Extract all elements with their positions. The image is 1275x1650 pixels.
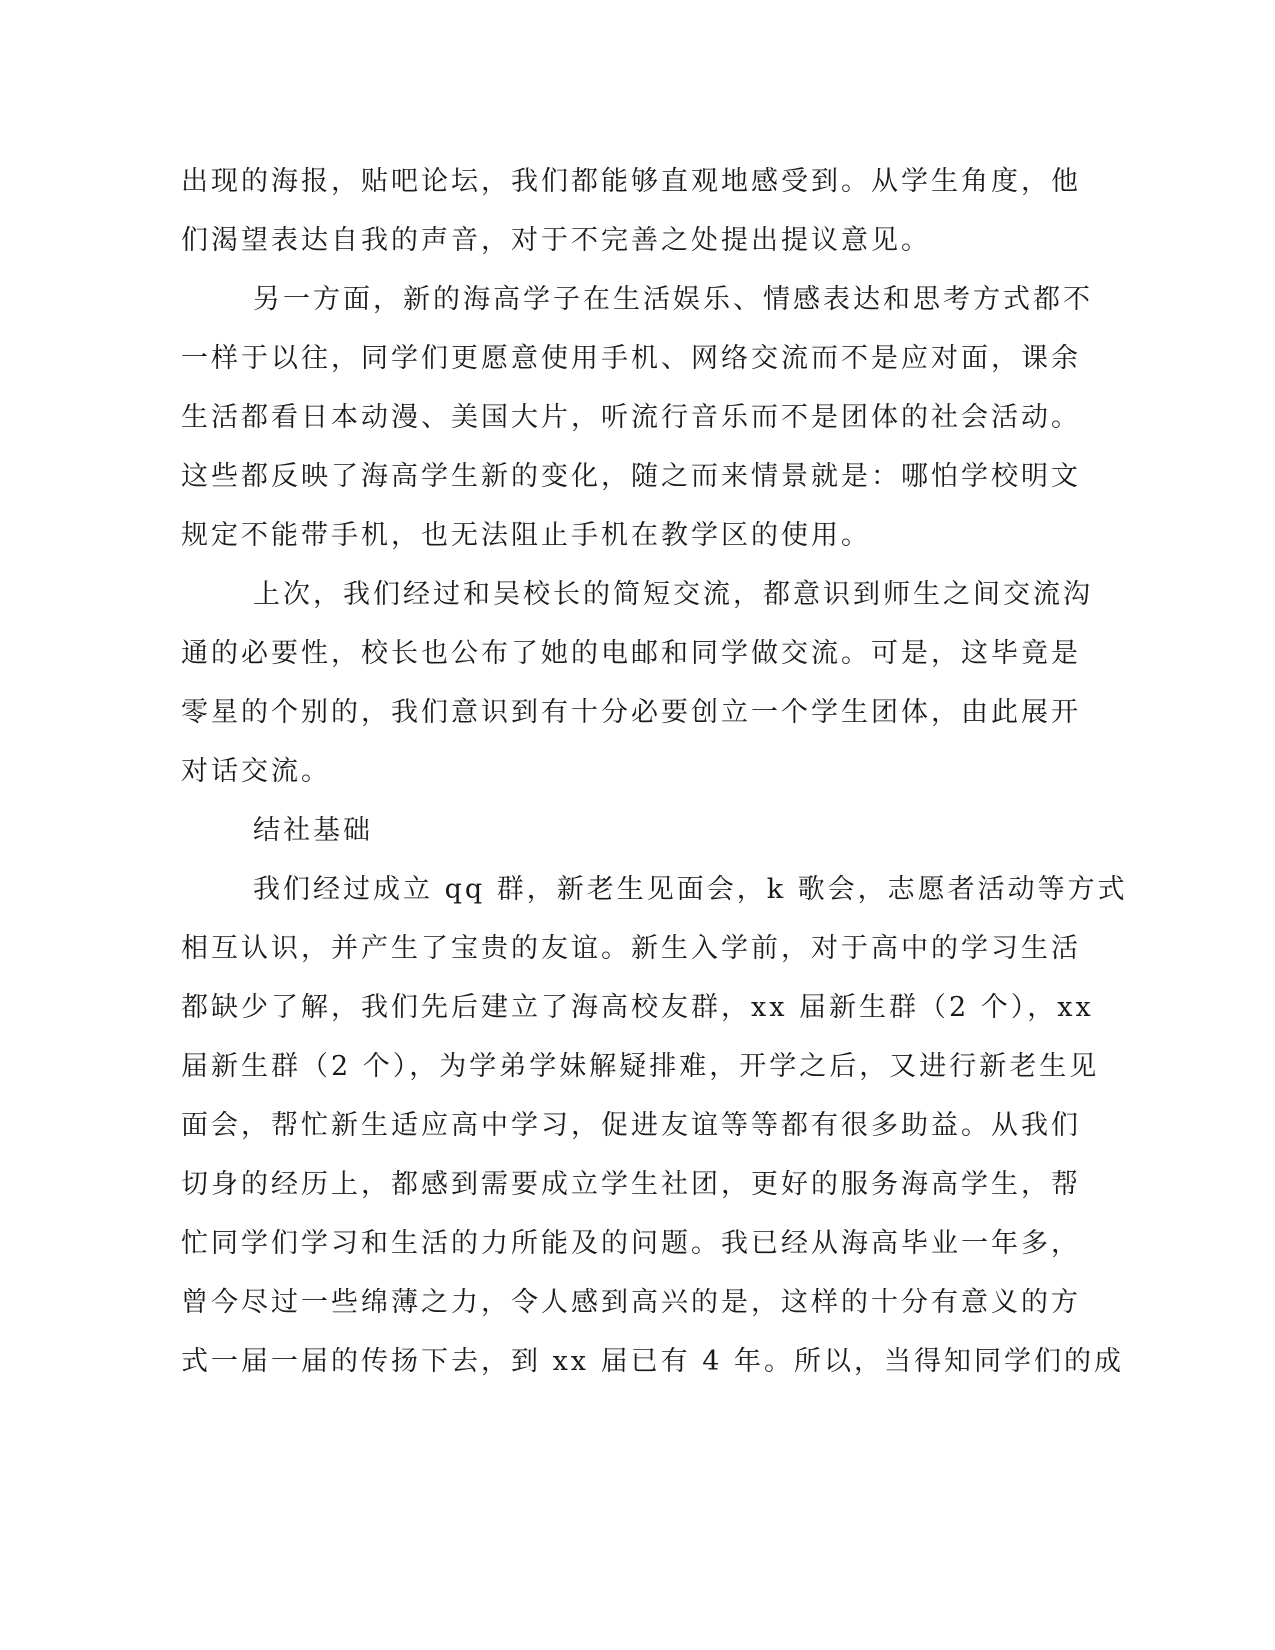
document-body: [181, 160, 1128, 1399]
text-line: 一样于以往，同学们更愿意使用手机、网络交流而不是应对面，课余: [181, 343, 1081, 374]
text-line: 对话交流。: [181, 756, 331, 787]
text-line: 生活都看日本动漫、美国大片，听流行音乐而不是团体的社会活动。: [181, 402, 1081, 433]
text-line: 面会，帮忙新生适应高中学习，促进友谊等等都有很多助益。从我们: [181, 1110, 1081, 1141]
paragraph-start-line: 另一方面，新的海高学子在生活娱乐、情感表达和思考方式都不: [253, 284, 1093, 315]
paragraph-start-line: 我们经过成立 qq 群，新老生见面会，k 歌会，志愿者活动等方式: [253, 874, 1128, 905]
text-line: 们渴望表达自我的声音，对于不完善之处提出提议意见。: [181, 225, 931, 256]
text-line: 相互认识，并产生了宝贵的友谊。新生入学前，对于高中的学习生活: [181, 933, 1081, 964]
text-line: 这些都反映了海高学生新的变化，随之而来情景就是：哪怕学校明文: [181, 461, 1081, 492]
text-line: 式一届一届的传扬下去，到 xx 届已有 4 年。所以，当得知同学们的成: [181, 1346, 1124, 1377]
text-line: 曾今尽过一些绵薄之力，令人感到高兴的是，这样的十分有意义的方: [181, 1287, 1081, 1318]
text-line: 届新生群（2 个），为学弟学妹解疑排难，开学之后，又进行新老生见: [181, 1051, 1100, 1082]
text-line: 切身的经历上，都感到需要成立学生社团，更好的服务海高学生，帮: [181, 1169, 1081, 1200]
paragraph-start-line: 上次，我们经过和吴校长的简短交流，都意识到师生之间交流沟: [253, 579, 1093, 610]
text-line: 通的必要性，校长也公布了她的电邮和同学做交流。可是，这毕竟是: [181, 638, 1081, 669]
text-line: 忙同学们学习和生活的力所能及的问题。我已经从海高毕业一年多，: [181, 1228, 1081, 1259]
text-line: 都缺少了解，我们先后建立了海高校友群，xx 届新生群（2 个），xx: [181, 992, 1094, 1023]
text-line: 出现的海报，贴吧论坛，我们都能够直观地感受到。从学生角度，他: [181, 166, 1081, 197]
section-heading: 结社基础: [253, 815, 373, 846]
text-line: 规定不能带手机，也无法阻止手机在教学区的使用。: [181, 520, 871, 551]
text-line: 零星的个别的，我们意识到有十分必要创立一个学生团体，由此展开: [181, 697, 1081, 728]
